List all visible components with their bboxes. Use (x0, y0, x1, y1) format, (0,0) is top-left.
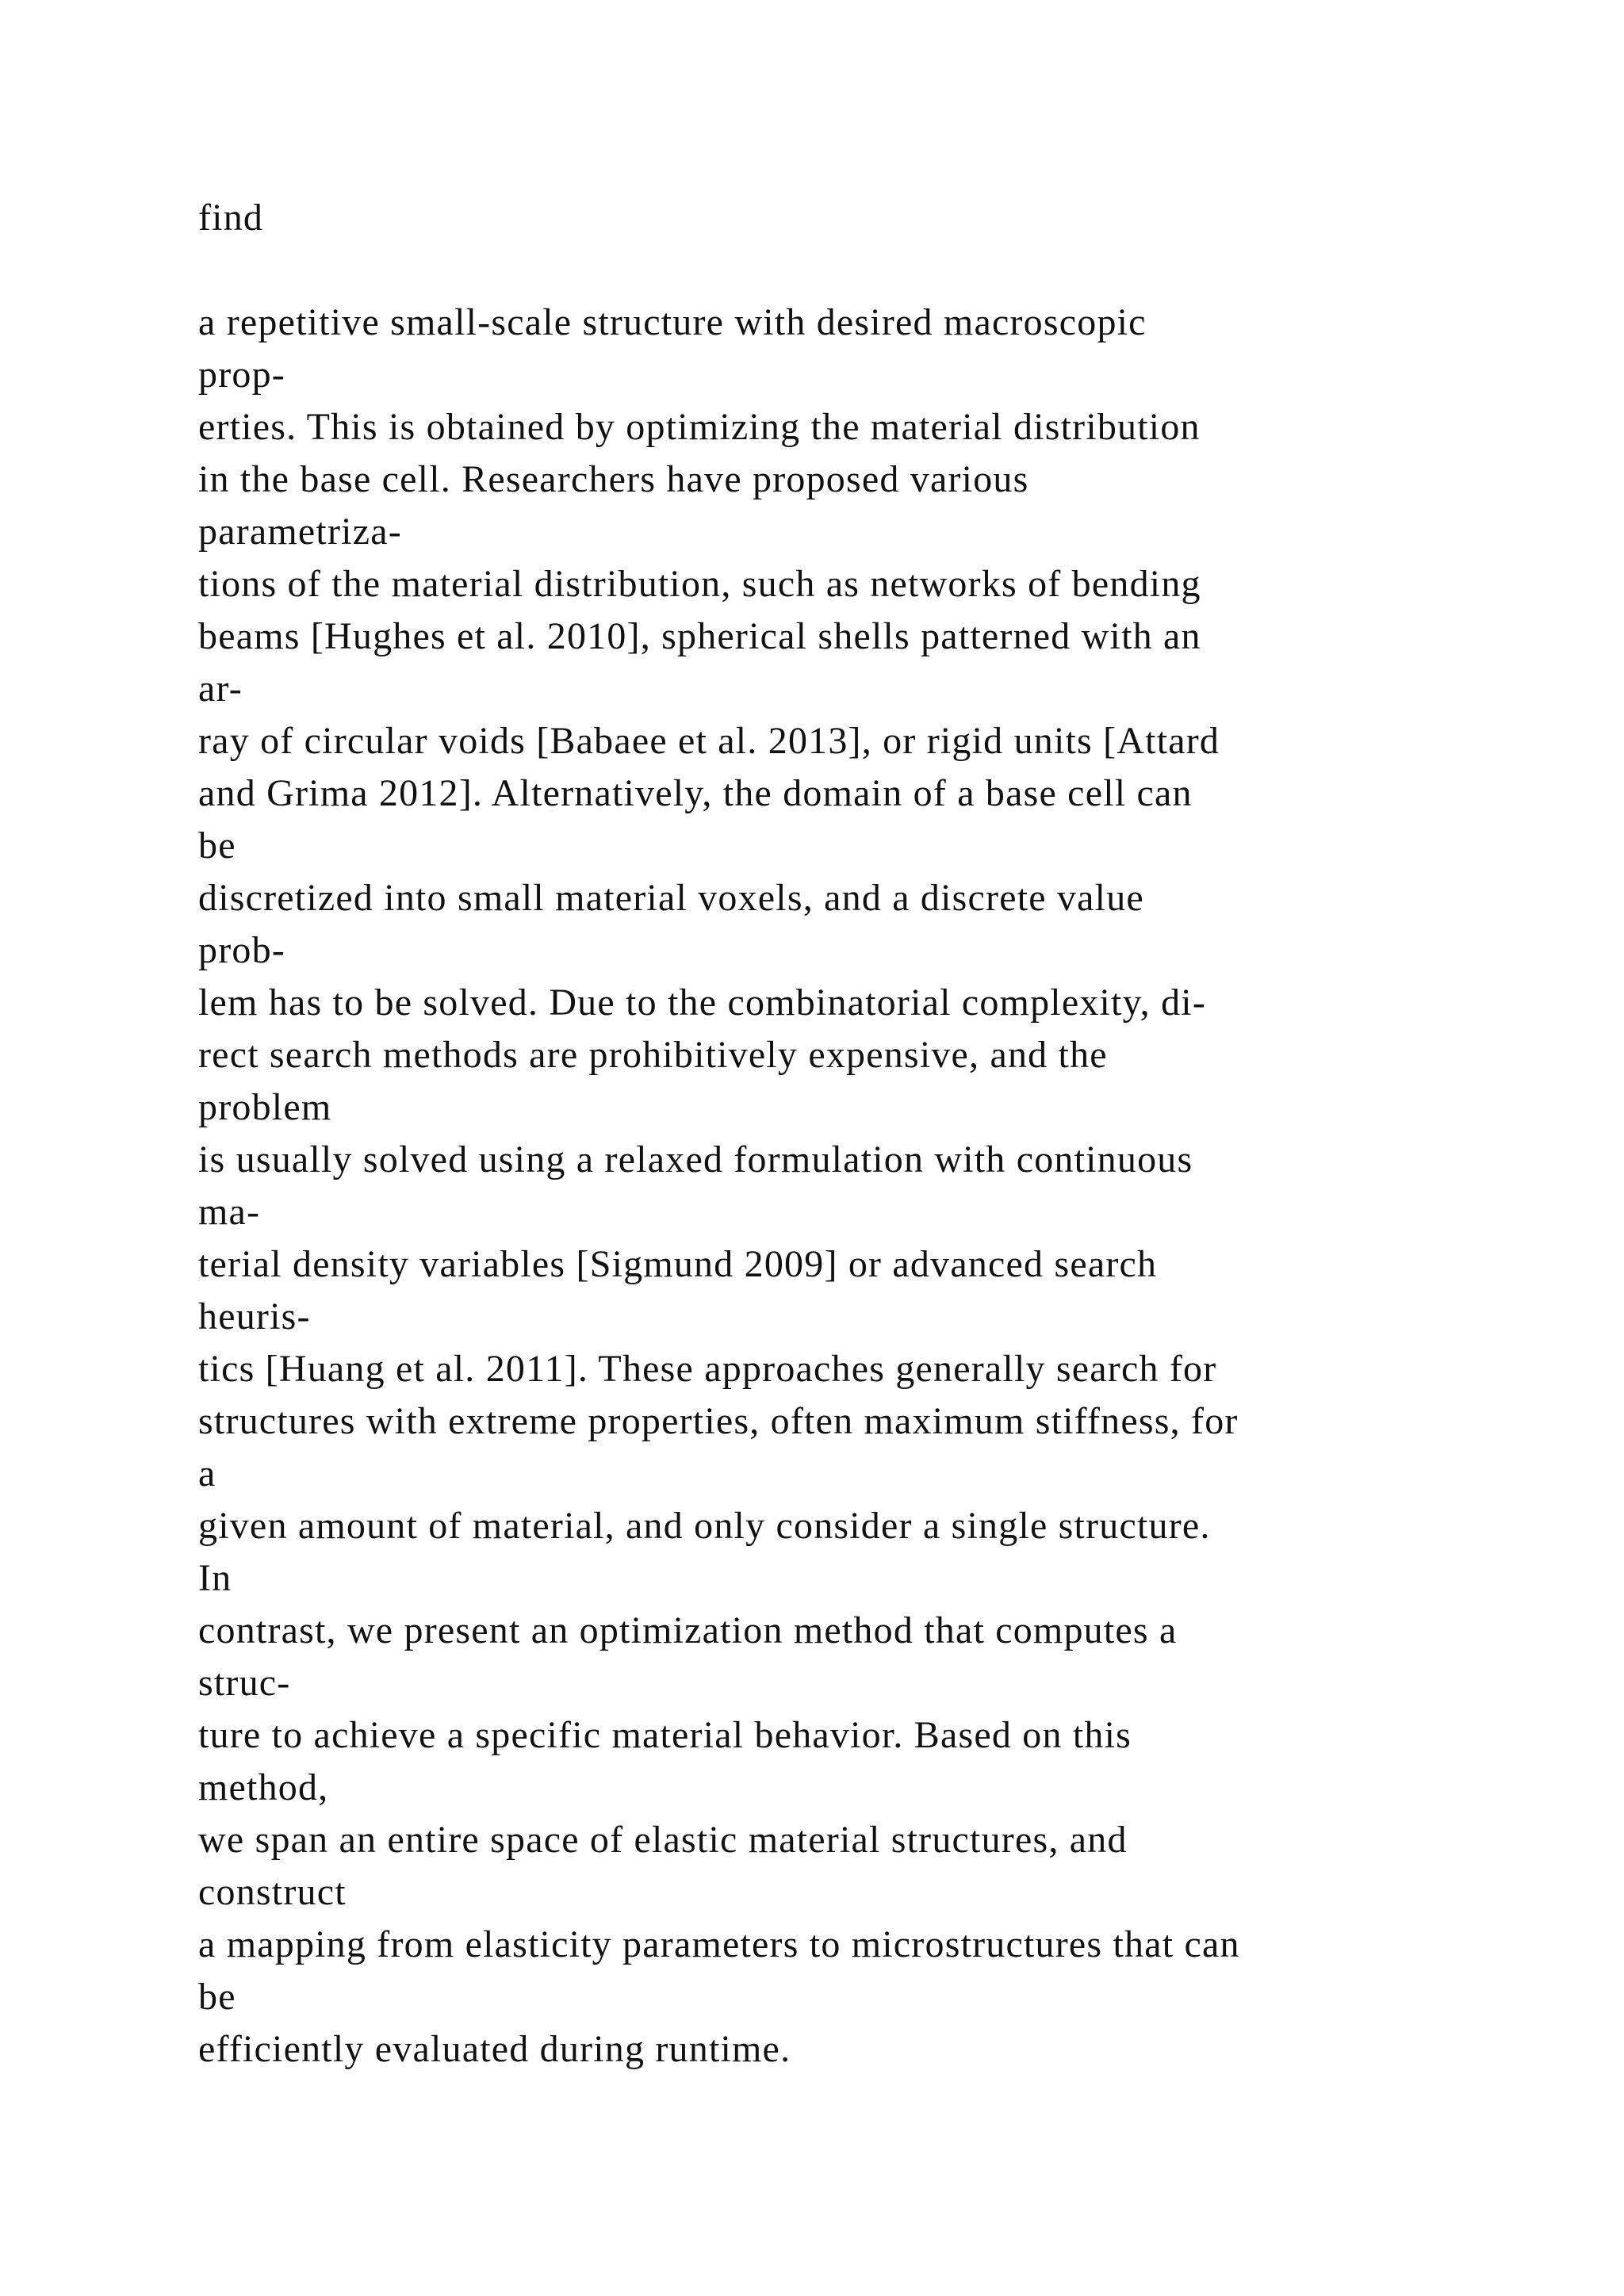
text-line: is usually solved using a relaxed formulation with continuous (198, 1138, 1193, 1181)
text-line: in the base cell. Researchers have proposed various (198, 458, 1029, 500)
text-line: contrast, we present an optimization method that computes a (198, 1609, 1178, 1651)
text-line: be (198, 1976, 236, 2018)
text-line: method, (198, 1766, 329, 1808)
text-line: ma- (198, 1191, 261, 1233)
text-line: rect search methods are prohibitively expensive, and the (198, 1034, 1108, 1076)
text-line: a (198, 1452, 216, 1494)
blank-line (198, 244, 1546, 297)
text-line: and Grima 2012]. Alternatively, the domain of a base cell can (198, 772, 1193, 814)
text-line: prob- (198, 929, 285, 971)
text-line: a repetitive small-scale structure with desired macroscopic (198, 301, 1147, 343)
text-line: structures with extreme properties, often maximum stiffness, for (198, 1400, 1239, 1442)
text-line: beams [Hughes et al. 2010], spherical shells patterned with an (198, 615, 1201, 657)
text-line: we span an entire space of elastic material structures, and (198, 1819, 1128, 1861)
text-line: a mapping from elasticity parameters to microstructures that can (198, 1923, 1240, 1965)
text-line: struc- (198, 1662, 291, 1704)
text-line: given amount of material, and only consider a single structure. (198, 1505, 1211, 1547)
text-line: terial density variables [Sigmund 2009] or advanced search (198, 1243, 1158, 1285)
text-line: discretized into small material voxels, and a discrete value (198, 877, 1144, 919)
text-line: find (198, 197, 264, 239)
text-line: ray of circular voids [Babaee et al. 2013], or rigid units [Attard (198, 720, 1220, 762)
text-line: ture to achieve a specific material behavior. Based on this (198, 1714, 1132, 1756)
text-line: parametriza- (198, 511, 402, 553)
text-line: erties. This is obtained by optimizing the material distribution (198, 406, 1201, 448)
text-line: be (198, 825, 236, 867)
text-line: prop- (198, 354, 285, 396)
text-line: construct (198, 1871, 347, 1913)
text-line: heuris- (198, 1295, 311, 1337)
text-line: tions of the material distribution, such as networks of bending (198, 563, 1201, 605)
text-line: problem (198, 1086, 332, 1128)
body-text (198, 192, 1546, 2076)
text-line: efficiently evaluated during runtime. (198, 2028, 791, 2070)
text-line: In (198, 1557, 232, 1599)
text-line: lem has to be solved. Due to the combinatorial complexity, di- (198, 982, 1207, 1024)
text-line: tics [Huang et al. 2011]. These approaches generally search for (198, 1348, 1217, 1390)
text-line: ar- (198, 668, 243, 710)
